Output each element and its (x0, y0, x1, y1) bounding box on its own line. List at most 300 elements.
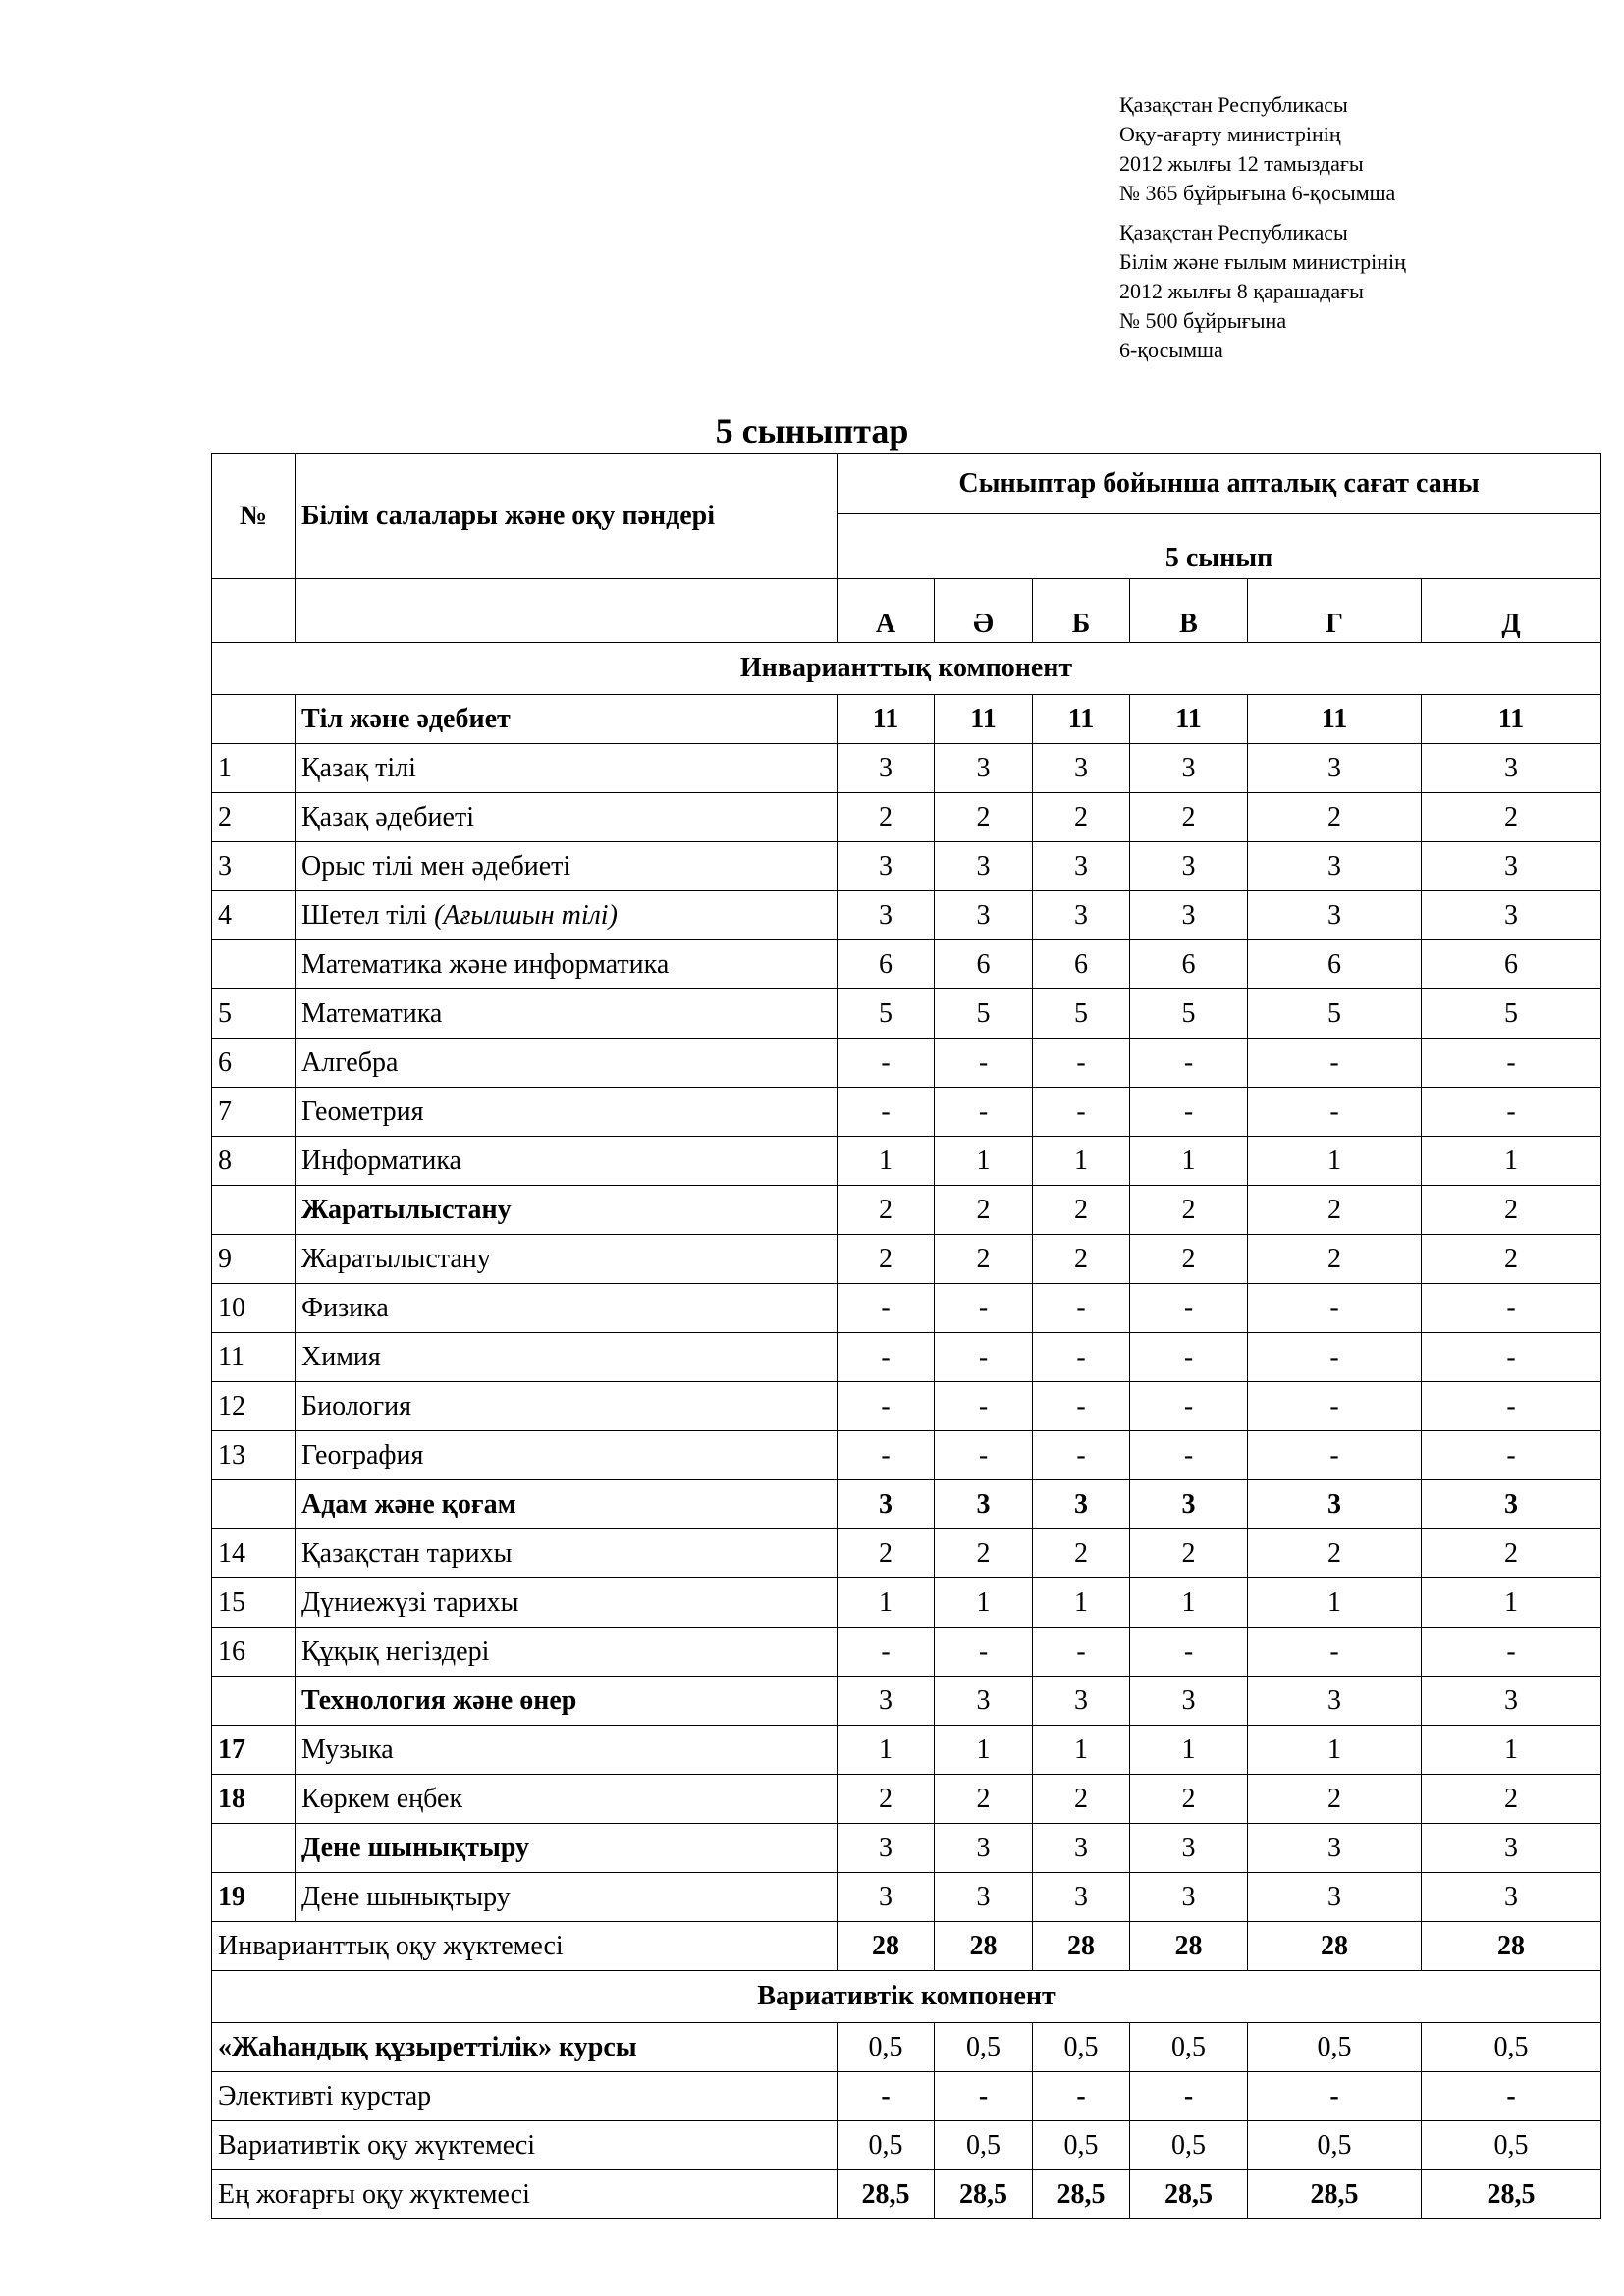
hours-cell: 3 (1422, 1824, 1601, 1873)
hours-cell: 3 (838, 1873, 935, 1922)
hours-cell: 5 (838, 989, 935, 1039)
row-number (212, 1824, 296, 1873)
hours-cell: 2 (838, 1529, 935, 1578)
hours-cell: 2 (1033, 1186, 1130, 1235)
hours-cell: 28 (1130, 1922, 1248, 1971)
hours-cell: 3 (1130, 744, 1248, 793)
hours-cell: 2 (1033, 1529, 1130, 1578)
hours-cell: - (1248, 2072, 1422, 2121)
table-row (212, 793, 1601, 842)
table-row (212, 2121, 1601, 2170)
hours-cell: 11 (1248, 695, 1422, 744)
hours-cell: - (935, 1333, 1033, 1382)
row-number: 5 (212, 989, 296, 1039)
hours-cell: 3 (935, 842, 1033, 891)
class-header-1: Ә (935, 579, 1033, 643)
row-number: 19 (212, 1873, 296, 1922)
hours-cell: 3 (1248, 744, 1422, 793)
hours-cell: - (838, 1431, 935, 1480)
hours-cell: 5 (1033, 989, 1130, 1039)
subject-label: Тіл және әдебиет (301, 703, 511, 734)
table-row (212, 1775, 1601, 1824)
grade-header: 5 сынып (838, 514, 1601, 579)
hours-cell: 2 (1033, 1775, 1130, 1824)
hours-cell: - (1130, 1431, 1248, 1480)
hours-cell: 0,5 (1033, 2121, 1130, 2170)
hours-cell: - (1033, 1382, 1130, 1431)
hours-cell: 6 (1033, 940, 1130, 989)
hours-cell: 5 (1248, 989, 1422, 1039)
header-line: Қазақстан Республикасы (1119, 220, 1348, 244)
hours-cell: 2 (1422, 1775, 1601, 1824)
invariant-total-row (212, 1922, 1601, 1971)
hours-cell: 0,5 (1033, 2023, 1130, 2072)
table-row (212, 2072, 1601, 2121)
subject-label: Орыс тілі мен әдебиеті (301, 850, 571, 881)
subject-name (296, 1873, 838, 1922)
subject-label: Физика (301, 1292, 389, 1323)
subject-label: Жаратылыстану (301, 1194, 512, 1225)
header-line: Білім және ғылым министрінің (1119, 249, 1406, 274)
subject-name (296, 989, 838, 1039)
hours-cell: 28 (1422, 1922, 1601, 1971)
hours-cell: - (1130, 1382, 1248, 1431)
table-row (212, 989, 1601, 1039)
hours-cell: - (1248, 1628, 1422, 1677)
row-number (212, 1480, 296, 1529)
row-number (212, 1677, 296, 1726)
row-number: 14 (212, 1529, 296, 1578)
hours-cell: - (935, 1628, 1033, 1677)
row-number: 15 (212, 1578, 296, 1628)
variative-section-header: Вариативтік компонент (212, 1971, 1601, 2023)
subject-name (296, 744, 838, 793)
row-number: 10 (212, 1284, 296, 1333)
hours-cell: 2 (1033, 1235, 1130, 1284)
hours-cell: 2 (1248, 1775, 1422, 1824)
hours-cell: - (1422, 1333, 1601, 1382)
hours-cell: 2 (935, 1186, 1033, 1235)
hours-cell: - (1422, 1284, 1601, 1333)
hours-cell: 6 (838, 940, 935, 989)
subject-label: Қазақстан тарихы (301, 1537, 513, 1569)
table-row (212, 1088, 1601, 1137)
hours-cell: 2 (1248, 1529, 1422, 1578)
hours-cell: 28,5 (838, 2170, 935, 2219)
hours-cell: 3 (1033, 1480, 1130, 1529)
hours-cell: 6 (935, 940, 1033, 989)
subject-name (296, 1382, 838, 1431)
hours-cell: 3 (1130, 1824, 1248, 1873)
hours-cell: - (838, 1088, 935, 1137)
hours-cell: - (935, 1382, 1033, 1431)
subject-label: География (301, 1439, 424, 1470)
col-header-hours: Сыныптар бойынша апталық сағат саны (838, 454, 1601, 514)
table-row (212, 1578, 1601, 1628)
subject-label: Биология (301, 1390, 412, 1421)
subject-name (296, 1186, 838, 1235)
hours-cell: 2 (1130, 1235, 1248, 1284)
hours-cell: 0,5 (1130, 2023, 1248, 2072)
subject-label: Геометрия (301, 1095, 424, 1127)
hours-cell: 3 (1033, 891, 1130, 940)
hours-cell: 2 (1248, 1235, 1422, 1284)
subject-label: Дене шынықтыру (301, 1881, 511, 1912)
row-number: 11 (212, 1333, 296, 1382)
hours-cell: - (1033, 1039, 1130, 1088)
hours-cell: - (1248, 1431, 1422, 1480)
hours-cell: 2 (1130, 1529, 1248, 1578)
hours-cell: 3 (1422, 1677, 1601, 1726)
header-line: № 365 бұйрығына 6-қосымша (1119, 181, 1396, 205)
subject-label: Химия (301, 1341, 381, 1372)
hours-cell: 3 (1130, 842, 1248, 891)
table-row (212, 1824, 1601, 1873)
hours-cell: 3 (935, 1480, 1033, 1529)
hours-cell: 3 (1248, 842, 1422, 891)
hours-cell: 3 (1033, 1873, 1130, 1922)
hours-cell: 6 (1248, 940, 1422, 989)
hours-cell: - (1422, 1382, 1601, 1431)
hours-cell: 3 (1130, 1873, 1248, 1922)
hours-cell: 2 (935, 1235, 1033, 1284)
hours-cell: 1 (1422, 1726, 1601, 1775)
hours-cell: 5 (935, 989, 1033, 1039)
hours-cell: - (935, 1431, 1033, 1480)
hours-cell: - (1422, 1628, 1601, 1677)
hours-cell: 0,5 (1248, 2121, 1422, 2170)
hours-cell: 3 (1033, 744, 1130, 793)
hours-cell: 1 (935, 1137, 1033, 1186)
subject-label: Музыка (301, 1734, 394, 1765)
table-row (212, 1137, 1601, 1186)
hours-cell: 1 (1422, 1578, 1601, 1628)
hours-cell: 1 (1033, 1137, 1130, 1186)
invariant-section-header: Инварианттық компонент (212, 643, 1601, 695)
hours-cell: 0,5 (935, 2023, 1033, 2072)
hours-cell: 11 (1422, 695, 1601, 744)
subject-label: Жаратылыстану (301, 1243, 491, 1274)
hours-cell: - (1422, 1431, 1601, 1480)
header-line: Оқу-ағарту министрінің (1119, 122, 1341, 146)
hours-cell: 3 (1130, 891, 1248, 940)
hours-cell: 28,5 (1248, 2170, 1422, 2219)
table-row (212, 744, 1601, 793)
hours-cell: 2 (1248, 793, 1422, 842)
hours-cell: - (1248, 1382, 1422, 1431)
table-row (212, 695, 1601, 744)
subject-label: Құқық негіздері (301, 1635, 490, 1667)
subject-label: Математика (301, 997, 443, 1029)
subject-label: Алгебра (301, 1046, 399, 1078)
table-row (212, 1431, 1601, 1480)
hours-cell: 0,5 (935, 2121, 1033, 2170)
table-row (212, 1677, 1601, 1726)
subject-name (296, 1578, 838, 1628)
subject-name (296, 1628, 838, 1677)
table-row (212, 1382, 1601, 1431)
hours-cell: 3 (1422, 744, 1601, 793)
page-title: 5 сыныптар (715, 411, 909, 451)
subject-name: «Жаһандық құзыреттілік» курсы (212, 2023, 838, 2072)
hours-cell: - (1033, 1088, 1130, 1137)
hours-cell: 1 (838, 1578, 935, 1628)
hours-cell: 3 (1130, 1677, 1248, 1726)
hours-cell: 3 (935, 1873, 1033, 1922)
hours-cell: 0,5 (838, 2023, 935, 2072)
header-line: 6-қосымша (1119, 338, 1223, 362)
hours-cell: 2 (1130, 1186, 1248, 1235)
hours-cell: 3 (1248, 1873, 1422, 1922)
hours-cell: 1 (935, 1726, 1033, 1775)
hours-cell: 3 (1248, 1824, 1422, 1873)
class-header-4: Г (1248, 579, 1422, 643)
table-row (212, 2023, 1601, 2072)
hours-cell: 2 (838, 793, 935, 842)
hours-cell: 28 (1248, 1922, 1422, 1971)
hours-cell: 3 (1248, 1480, 1422, 1529)
hours-cell: 1 (1130, 1137, 1248, 1186)
subject-name (296, 1137, 838, 1186)
hours-cell: 1 (1248, 1726, 1422, 1775)
table-row (212, 842, 1601, 891)
hours-cell: 3 (1422, 891, 1601, 940)
class-header-5: Д (1422, 579, 1601, 643)
subject-label: Қазақ әдебиеті (301, 801, 474, 832)
empty-cell (296, 579, 838, 643)
row-number: 18 (212, 1775, 296, 1824)
order-reference-1 (1119, 90, 1395, 208)
hours-cell: - (838, 1333, 935, 1382)
hours-cell: 2 (1248, 1186, 1422, 1235)
table-row (212, 1726, 1601, 1775)
hours-cell: 3 (935, 1824, 1033, 1873)
hours-cell: 3 (838, 1677, 935, 1726)
hours-cell: - (1422, 2072, 1601, 2121)
subject-name: Вариативтік оқу жүктемесі (212, 2121, 838, 2170)
subject-label: Дене шынықтыру (301, 1832, 530, 1863)
hours-cell: 1 (1422, 1137, 1601, 1186)
hours-cell: 2 (1033, 793, 1130, 842)
hours-cell: 1 (1248, 1578, 1422, 1628)
table-row (212, 1480, 1601, 1529)
hours-cell: 1 (1033, 1726, 1130, 1775)
header-line: № 500 бұйрығына (1119, 308, 1287, 333)
hours-cell: 3 (1422, 1480, 1601, 1529)
hours-cell: - (838, 2072, 935, 2121)
hours-cell: 3 (838, 1480, 935, 1529)
hours-cell: 2 (1422, 1186, 1601, 1235)
hours-cell: 2 (838, 1775, 935, 1824)
hours-cell: 3 (1130, 1480, 1248, 1529)
hours-cell: 28 (838, 1922, 935, 1971)
subject-label: Көркем еңбек (301, 1783, 463, 1814)
hours-cell: 3 (1033, 1677, 1130, 1726)
hours-cell: 3 (1033, 1824, 1130, 1873)
subject-name (296, 1677, 838, 1726)
hours-cell: 3 (838, 1824, 935, 1873)
hours-cell: 3 (1422, 842, 1601, 891)
subject-label: Қазақ тілі (301, 752, 416, 783)
row-number: 2 (212, 793, 296, 842)
subject-label: Адам және қоғам (301, 1488, 516, 1520)
hours-cell: - (1248, 1333, 1422, 1382)
hours-cell: 2 (1130, 793, 1248, 842)
hours-cell: 3 (1248, 891, 1422, 940)
hours-cell: - (935, 2072, 1033, 2121)
hours-cell: - (935, 1284, 1033, 1333)
hours-cell: 28 (935, 1922, 1033, 1971)
table-row (212, 1235, 1601, 1284)
table-row (212, 1039, 1601, 1088)
hours-cell: 2 (935, 1529, 1033, 1578)
hours-cell: 11 (1130, 695, 1248, 744)
row-number (212, 1186, 296, 1235)
hours-cell: 2 (838, 1235, 935, 1284)
hours-cell: - (1248, 1039, 1422, 1088)
order-reference-2 (1119, 218, 1406, 365)
subject-name (296, 891, 838, 940)
row-number: 8 (212, 1137, 296, 1186)
hours-cell: - (1033, 1284, 1130, 1333)
subject-name (296, 1529, 838, 1578)
col-header-subject: Білім салалары және оқу пәндері (296, 454, 838, 579)
hours-cell: 2 (838, 1186, 935, 1235)
hours-cell: - (1248, 1088, 1422, 1137)
subject-name (296, 695, 838, 744)
hours-cell: - (935, 1039, 1033, 1088)
hours-cell: - (838, 1039, 935, 1088)
row-number: 16 (212, 1628, 296, 1677)
hours-cell: 1 (1033, 1578, 1130, 1628)
table-row (212, 1529, 1601, 1578)
row-number (212, 940, 296, 989)
hours-cell: 11 (838, 695, 935, 744)
subject-name: Элективті курстар (212, 2072, 838, 2121)
hours-cell: 3 (935, 1677, 1033, 1726)
class-header-2: Б (1033, 579, 1130, 643)
table-row (212, 2170, 1601, 2219)
hours-cell: 11 (935, 695, 1033, 744)
table-row (212, 891, 1601, 940)
hours-cell: 11 (1033, 695, 1130, 744)
hours-cell: 28,5 (1033, 2170, 1130, 2219)
hours-cell: - (1248, 1284, 1422, 1333)
hours-cell: 6 (1130, 940, 1248, 989)
subject-name (296, 842, 838, 891)
hours-cell: - (1033, 1333, 1130, 1382)
row-number (212, 695, 296, 744)
hours-cell: 3 (935, 891, 1033, 940)
subject-label: Математика және информатика (301, 948, 670, 980)
hours-cell: 0,5 (1248, 2023, 1422, 2072)
row-number: 3 (212, 842, 296, 891)
row-number: 6 (212, 1039, 296, 1088)
hours-cell: 2 (935, 793, 1033, 842)
hours-cell: - (1130, 1628, 1248, 1677)
hours-cell: - (838, 1382, 935, 1431)
subject-label: Технология және өнер (301, 1684, 577, 1716)
subject-name (296, 1431, 838, 1480)
header-line: Қазақстан Республикасы (1119, 92, 1348, 117)
hours-cell: 28,5 (1130, 2170, 1248, 2219)
row-number: 1 (212, 744, 296, 793)
subject-name (296, 1726, 838, 1775)
subject-name (296, 1284, 838, 1333)
subject-note: (Ағылшын тілі) (434, 899, 618, 931)
row-number: 7 (212, 1088, 296, 1137)
hours-cell: 1 (838, 1137, 935, 1186)
hours-cell: - (1033, 1628, 1130, 1677)
hours-cell: 6 (1422, 940, 1601, 989)
hours-cell: - (838, 1284, 935, 1333)
row-number: 12 (212, 1382, 296, 1431)
hours-cell: 3 (1033, 842, 1130, 891)
table-row (212, 1873, 1601, 1922)
hours-cell: 0,5 (1130, 2121, 1248, 2170)
hours-cell: - (1130, 1284, 1248, 1333)
hours-cell: - (1033, 1431, 1130, 1480)
row-number: 17 (212, 1726, 296, 1775)
hours-cell: - (1422, 1039, 1601, 1088)
subject-name (296, 940, 838, 989)
hours-cell: 5 (1422, 989, 1601, 1039)
hours-cell: 3 (1248, 1677, 1422, 1726)
subject-name (296, 1039, 838, 1088)
header-line: 2012 жылғы 12 тамыздағы (1119, 151, 1364, 176)
hours-cell: 1 (935, 1578, 1033, 1628)
subject-name (296, 1235, 838, 1284)
hours-cell: 2 (1422, 793, 1601, 842)
hours-cell: 28 (1033, 1922, 1130, 1971)
hours-cell: - (1130, 1088, 1248, 1137)
hours-cell: 3 (1422, 1873, 1601, 1922)
hours-cell: - (1130, 2072, 1248, 2121)
table-row (212, 1628, 1601, 1677)
subject-name (296, 1088, 838, 1137)
subject-name: Ең жоғарғы оқу жүктемесі (212, 2170, 838, 2219)
row-number: 9 (212, 1235, 296, 1284)
hours-cell: 28,5 (1422, 2170, 1601, 2219)
subject-label: Шетел тілі (301, 899, 435, 931)
hours-cell: 3 (838, 744, 935, 793)
hours-cell: 1 (838, 1726, 935, 1775)
subject-name (296, 1775, 838, 1824)
row-number: 4 (212, 891, 296, 940)
hours-cell: 1 (1130, 1578, 1248, 1628)
hours-cell: - (935, 1088, 1033, 1137)
subject-name (296, 793, 838, 842)
curriculum-table (211, 453, 1601, 2219)
hours-cell: 3 (935, 744, 1033, 793)
header-line: 2012 жылғы 8 қарашадағы (1119, 279, 1364, 303)
table-row (212, 940, 1601, 989)
hours-cell: 3 (838, 891, 935, 940)
hours-cell: 28,5 (935, 2170, 1033, 2219)
class-header-3: В (1130, 579, 1248, 643)
hours-cell: 2 (1422, 1529, 1601, 1578)
hours-cell: 0,5 (1422, 2121, 1601, 2170)
hours-cell: - (1422, 1088, 1601, 1137)
hours-cell: - (1130, 1039, 1248, 1088)
hours-cell: 5 (1130, 989, 1248, 1039)
subject-label: Дүниежүзі тарихы (301, 1586, 519, 1618)
hours-cell: 1 (1248, 1137, 1422, 1186)
subject-label: Информатика (301, 1145, 461, 1176)
hours-cell: 0,5 (1422, 2023, 1601, 2072)
table-row (212, 1333, 1601, 1382)
hours-cell: - (838, 1628, 935, 1677)
